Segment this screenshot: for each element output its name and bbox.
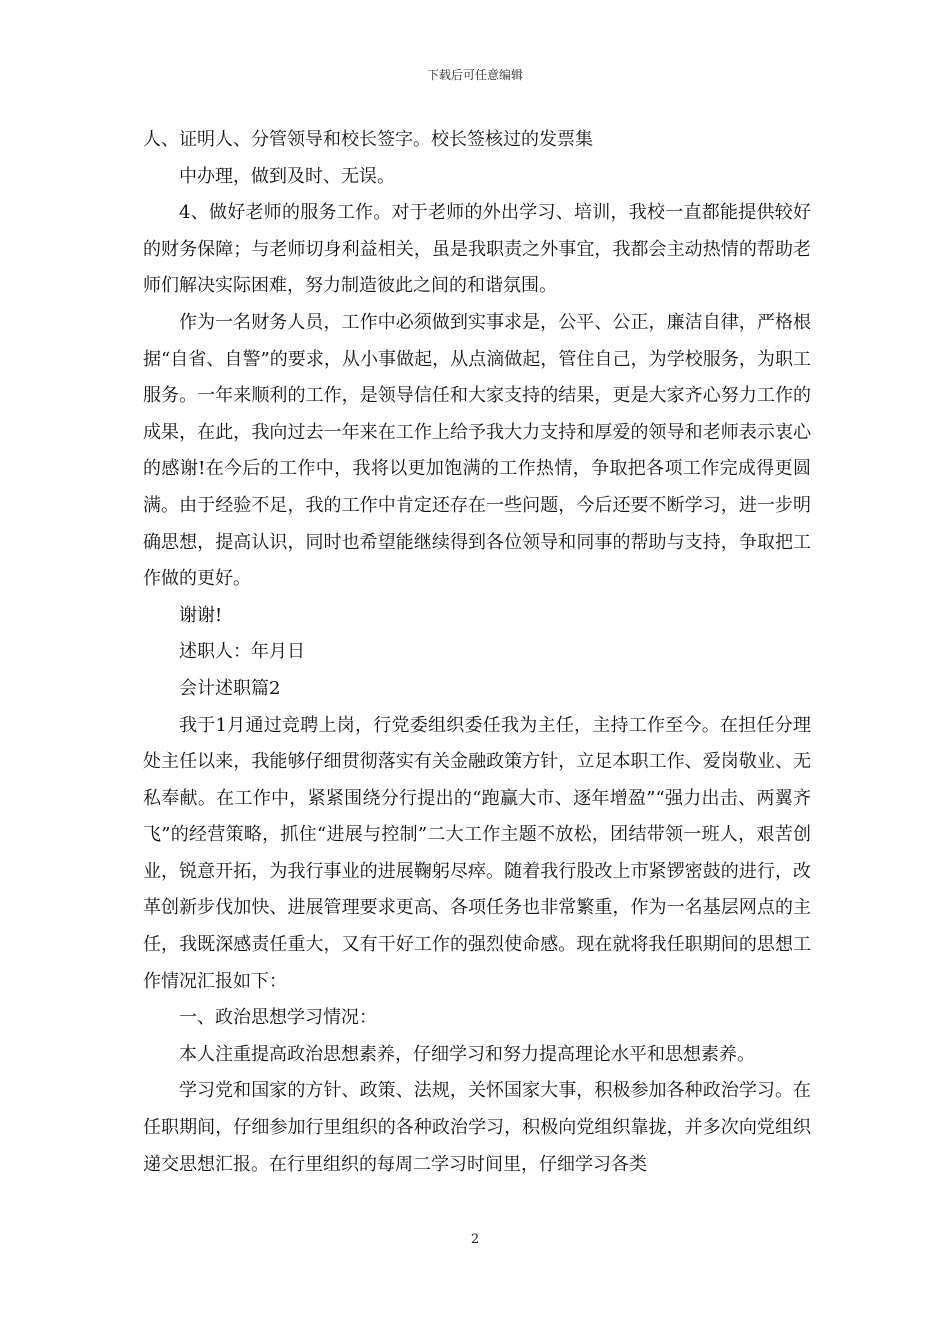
paragraph-11: 学习党和国家的方针、政策、法规，关怀国家大事，积极参加各种政治学习。在任职期间，仔细参加行里组织的各种政治学习，积极向党组织靠拢，并多次向党组织递交思想汇报。在行里组织的每周二学习时间里，仔细学习各类 [143, 1080, 811, 1175]
paragraph-3: 4、做好老师的服务工作。对于老师的外出学习、培训，我校一直都能提供较好的财务保障；与老师切身利益相关，虽是我职责之外事宜，我都会主动热情的帮助老师们解决实际困难，努力制造彼此之间的和谐氛围。 [143, 202, 811, 297]
subsection-heading: 一、政治思想学习情况： [179, 1007, 377, 1029]
document-body [143, 122, 811, 1183]
page-header: 下载后可任意编辑 [426, 68, 523, 82]
paragraph-1: 人、证明人、分管领导和校长签字。校长签核过的发票集 [143, 129, 593, 150]
paragraph-5: 谢谢! [179, 604, 223, 626]
paragraph-4: 作为一名财务人员，工作中必须做到实事求是，公平、公正，廉洁自律，严格根据“自省、自警”的要求，从小事做起，从点滴做起，管住自己，为学校服务，为职工服务。一年来顺利的工作，是领导信任和大家支持的结果，更是大家齐心努力工作的成果，在此，我向过去一年来在工作上给予我大力支持和厚爱的领导和老师表示衷心的感谢!在今后的工作中，我将以更加饱满的工作热情，争取把各项工作完成得更圆满。由于经验不足，我的工作中肯定还存在一些问题，今后还要不断学习，进一步明确思想，提高认识，同时也希望能继续得到各位领导和同事的帮助与支持，争取把工作做的更好。 [143, 311, 811, 590]
section-heading: 会计述职篇2 [179, 677, 281, 699]
paragraph-10: 本人注重提高政治思想素养，仔细学习和努力提高理论水平和思想素养。 [179, 1043, 755, 1065]
paragraph-8: 我于1月通过竞聘上岗，行党委组织委任我为主任，主持工作至今。在担任分理处主任以来，我能够仔细贯彻落实有关金融政策方针，立足本职工作、爱岗敬业、无私奉献。在工作中，紧紧围绕分行提出的“跑赢大市、逐年增盈”“强力出击、两翼齐飞”的经营策略，抓住“进展与控制”二大工作主题不放松，团结带领一班人，艰苦创业，锐意开拓，为我行事业的进展鞠躬尽瘁。随着我行股改上市紧锣密鼓的进行，改革创新步伐加快、进展管理要求更高、各项任务也非常繁重，作为一名基层网点的主任，我既深感责任重大，又有干好工作的强烈使命感。现在就将我任职期间的思想工作情况汇报如下： [143, 714, 811, 992]
paragraph-2: 中办理，做到及时、无误。 [179, 165, 395, 187]
paragraph-6: 述职人：年月日 [179, 641, 305, 663]
page-number: 2 [470, 1232, 480, 1247]
